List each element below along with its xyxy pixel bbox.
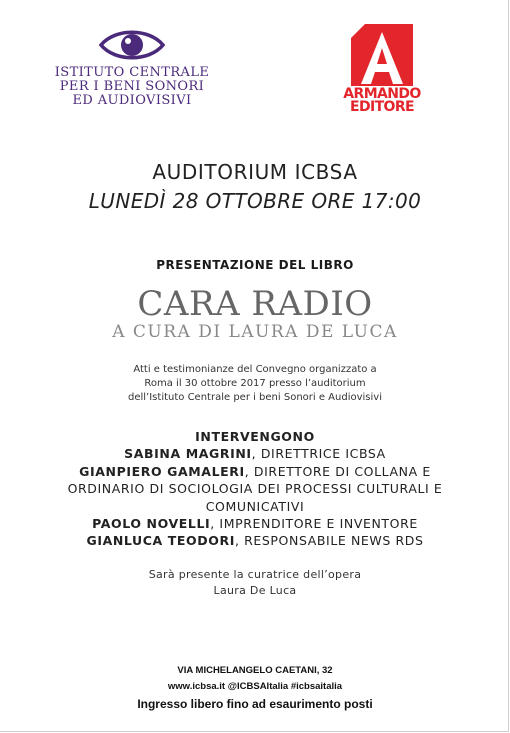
icbsa-line-2: PER I BENI SONORI [59,79,205,94]
speaker-role: , DIRETTORE DI COLLANA E [244,463,431,479]
speakers-section [0,428,510,550]
icbsa-logo-text [52,66,212,108]
speaker-line [0,515,510,532]
venue-heading: AUDITORIUM ICBSA [152,160,358,184]
armando-a-icon [351,24,413,86]
book-description [0,363,510,405]
icbsa-logo [52,26,212,108]
eye-icon [99,26,165,64]
description-line: Roma il 30 ottobre 2017 presso l’auditorium [144,378,366,389]
speaker-role: , IMPRENDITORE E INVENTORE [210,516,418,532]
speaker-name: GIANPIERO GAMALERI [79,463,245,479]
book-curator: A CURA DI LAURA DE LUCA [112,322,398,342]
speaker-name: GIANLUCA TEODORI [86,533,235,549]
footer [0,663,510,713]
presence-line-1: Sarà presente la curatrice dell’opera [148,568,362,581]
speaker-line [0,463,510,480]
speaker-role: ORDINARIO DI SOCIOLOGIA DEI PROCESSI CULTURALI E [67,481,443,497]
presence-line-2: Laura De Luca [213,584,297,597]
armando-editore-logo [336,24,428,114]
speaker-line [0,532,510,549]
speaker-line [0,480,510,497]
book-title: CARA RADIO [137,284,373,324]
web-links[interactable]: www.icbsa.it @ICBSAItalia #icbsaitalia [167,681,343,692]
icbsa-line-3: ED AUDIOVISIVI [72,93,192,108]
presentation-label: PRESENTAZIONE DEL LIBRO [156,258,354,272]
armando-logo-text [336,88,428,114]
description-line: dell’Istituto Centrale per i beni Sonori e Audiovisivi [128,392,382,403]
speakers-heading: INTERVENGONO [195,429,315,444]
speaker-name: PAOLO NOVELLI [92,516,211,532]
speaker-role: , RESPONSABILE NEWS RDS [234,533,424,549]
armando-line-2: EDITORE [350,99,414,115]
curator-presence [0,567,510,599]
icbsa-line-1: ISTITUTO CENTRALE [54,65,210,80]
speaker-role: , DIRETTRICE ICBSA [251,446,386,462]
speaker-line [0,445,510,462]
speaker-role: COMUNICATIVI [205,498,305,514]
address: VIA MICHELANGELO CAETANI, 32 [177,665,333,676]
entry-note: Ingresso libero fino ad esaurimento posti [137,697,373,711]
armando-line-1: ARMANDO [343,86,421,102]
speaker-name: SABINA MAGRINI [124,446,252,462]
speaker-line [0,498,510,515]
description-line: Atti e testimonianze del Convegno organizzato a [133,364,377,375]
event-datetime: LUNEDÌ 28 OTTOBRE ORE 17:00 [88,189,422,213]
